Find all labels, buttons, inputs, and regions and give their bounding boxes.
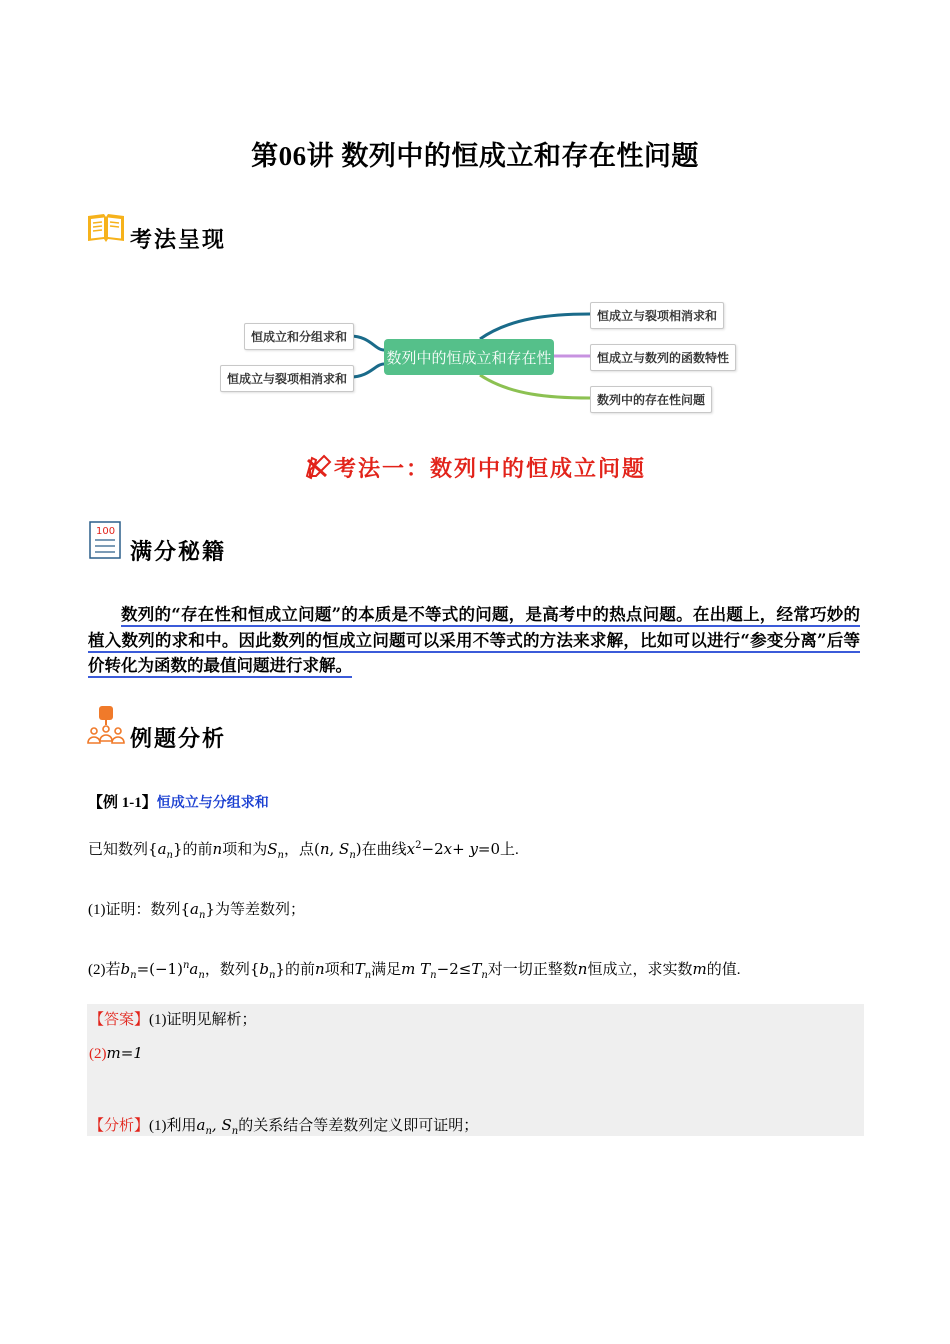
q2-text-1: (2)若: [88, 962, 121, 978]
page-title: 第06讲 数列中的恒成立和存在性问题: [251, 141, 699, 171]
math-n: n: [212, 840, 223, 858]
analysis-tag: 【分析】: [89, 1118, 150, 1134]
math-an-set: $\{a_n\}$: [148, 840, 183, 861]
tips-text: 数列的“存在性和恒成立问题”的本质是不等式的问题，是高考中的热点问题。在出题上，经常巧妙的植入数列的求和中。因此数列的恒成立问题可以采用不等式的方法来求解，比如可以进行“参变分离”后等价转化为函数的最值问题进行求解。: [88, 605, 860, 678]
q2-text-5: 满足: [371, 962, 402, 978]
section-liti: [86, 698, 226, 753]
stem-text-2: 的前: [182, 842, 213, 858]
answer-2-math: m=1: [106, 1044, 143, 1062]
stem-text-4: ，点: [283, 842, 314, 858]
stem-text-1: 已知数列: [88, 842, 149, 858]
mindmap-node-left-1: 恒成立和分组求和: [244, 323, 354, 350]
section-manfen-label: 满分秘籍: [130, 539, 227, 564]
score-sheet-icon: [88, 520, 122, 560]
q2-text-7: 恒成立，求实数: [587, 962, 693, 978]
answer-line-1: [89, 1008, 257, 1029]
example-stem: [88, 838, 519, 861]
section-liti-label: 例题分析: [130, 726, 227, 751]
analysis-line: [89, 1114, 478, 1137]
section-manfen: [88, 513, 226, 566]
answer-1: (1)证明见解析；: [149, 1012, 257, 1028]
example-topic: 恒成立与分组求和: [156, 795, 269, 811]
q2-text-4: 项和: [324, 962, 355, 978]
mindmap-node-left-2: 恒成立与裂项相消求和: [220, 365, 354, 392]
answer-tag: 【答案】: [89, 1012, 150, 1028]
tips-paragraph: [88, 602, 860, 679]
mindmap-node-right-3: 数列中的存在性问题: [590, 386, 712, 413]
math-n-3: n: [577, 960, 588, 978]
math-curve: $x^2-2x+ y=0$: [406, 840, 501, 858]
question-2: [88, 958, 740, 981]
q2-text-6: 对一切正整数: [487, 962, 578, 978]
q2-text-3: 的前: [284, 962, 315, 978]
section-kaofa-label: 考法呈现: [130, 227, 227, 252]
mindmap-node-right-2: 恒成立与数列的函数特性: [590, 344, 736, 371]
stem-text-5: 在曲线: [361, 842, 407, 858]
answer-box: [87, 1004, 864, 1136]
q2-text-2: ，数列: [204, 962, 250, 978]
example-heading: [88, 791, 269, 812]
math-n-2: n: [315, 960, 325, 978]
math-tn: $T_n$: [354, 960, 372, 981]
question-1: [88, 898, 305, 921]
stem-text-6: 上.: [500, 842, 519, 858]
presenter-icon: [86, 705, 126, 747]
math-bn-def: $b_n=(-1)^na_n$: [120, 960, 205, 981]
q1-text-2: 为等差数列；: [215, 902, 306, 918]
q2-text-8: 的值.: [706, 962, 741, 978]
method-1-heading: [0, 452, 950, 483]
example-tag: 【例 1-1】: [88, 795, 157, 811]
analysis-text-2: 的关系结合等差数列定义即可证明；: [238, 1118, 479, 1134]
math-point: (n, $S_n$): [313, 840, 362, 861]
math-an-set-2: $\{a_n\}$: [180, 900, 215, 921]
math-m: m: [692, 960, 707, 978]
math-sn: $S_n$: [267, 840, 284, 861]
math-an-sn: $a_n$, $S_n$: [196, 1116, 239, 1137]
math-bn-set: $\{b_n\}$: [249, 960, 285, 981]
answer-2-prefix: (2): [89, 1046, 107, 1062]
mindmap-center-node: 数列中的恒成立和存在性: [384, 339, 554, 375]
svg-text:100: 100: [96, 525, 116, 537]
q1-text-1: (1)证明：数列: [88, 902, 181, 918]
answer-line-2: [89, 1044, 143, 1063]
method-1-title: 考法一：数列中的恒成立问题: [333, 456, 646, 481]
stem-text-3: 项和为: [222, 842, 268, 858]
math-inequality: m $T_n-2\le T_n$: [401, 960, 488, 981]
mindmap-node-right-1: 恒成立与裂项相消求和: [590, 302, 724, 329]
analysis-text-1: (1)利用: [149, 1118, 197, 1134]
pencil-ruler-icon: [304, 454, 332, 480]
